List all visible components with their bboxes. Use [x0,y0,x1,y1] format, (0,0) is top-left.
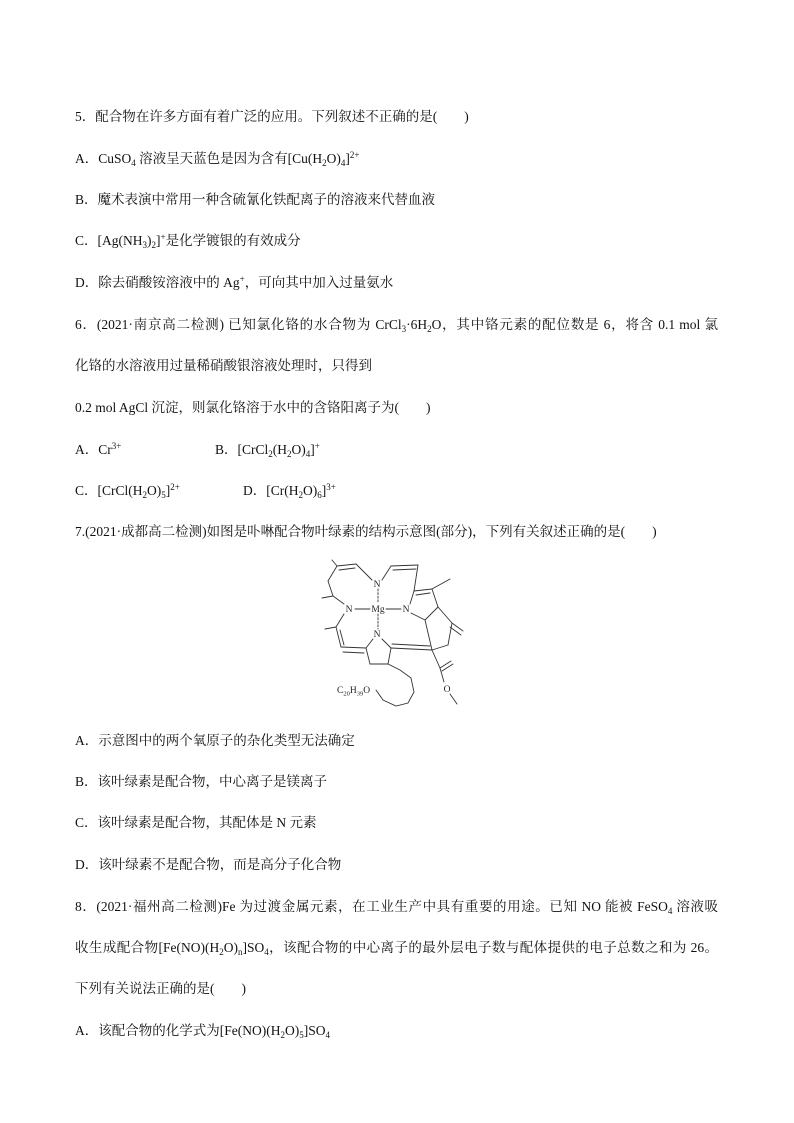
subscript: 2 [322,158,327,168]
text-run: A．示意图中的两个氧原子的杂化类型无法确定 [75,733,355,748]
bond [376,664,414,706]
nitrogen-label-bottom: N [373,630,381,640]
bond [432,579,450,589]
subscript: 4 [325,1030,330,1040]
bond [382,566,391,580]
q8-stem-line-2 [75,939,718,957]
subscript: 4 [667,906,673,916]
text-run: 5．配合物在许多方面有着广泛的应用。下列叙述不正确的是( ) [75,109,469,124]
subscript: 5 [161,490,166,500]
nitrogen-label-right: N [402,605,410,615]
text-run: ) [147,233,152,248]
bond [388,648,391,664]
text-run: O) [223,940,238,955]
text-run: O) [147,483,162,498]
subscript: 2 [268,449,273,459]
text-run: O) [326,151,341,166]
subscript: n [238,947,243,957]
bond [341,647,366,648]
text-run: B．该叶绿素是配合物，中心离子是镁离子 [75,774,328,789]
subscript: 2 [427,324,432,334]
bond [411,613,425,620]
text-run: 化铬的水溶液用过量稀硝酸银溶液处理时，只得到 [75,358,372,373]
bond [425,607,438,620]
q6-stem-line-2 [75,357,372,375]
text-run: D．除去硝酸铵溶液中的 Ag [75,275,240,290]
subscript: 4 [264,947,269,957]
bond [391,648,432,650]
bond [448,623,452,645]
subscript: 6 [317,490,322,500]
text-run: C．[Ag(NH [75,233,143,248]
text-run: 8．(2021·福州高二检测)Fe 为过渡金属元素，在工业生产中具有重要的用途。已知 NO 能被 FeSO [75,899,668,914]
text-run: ] [156,233,161,248]
text-run: ] [310,442,315,457]
magnesium-label: Mg [371,605,385,615]
phytyl-label-part: C [337,686,344,696]
q8-option-a [75,1022,330,1040]
bond [328,566,337,581]
bond [393,569,416,570]
q5-option-a [75,150,359,168]
subscript: 2 [142,490,147,500]
phytyl-label-subscript: 20 [343,690,350,698]
subscript: 2 [287,449,292,459]
text-run: D．[Cr(H [243,483,299,498]
q6-stem-line-3 [75,399,431,417]
bond [337,564,356,566]
nitrogen-label-left: N [345,605,353,615]
text-run: O) [291,442,306,457]
q8-stem-line-3 [75,980,246,998]
bond [432,589,438,607]
q6-option-b [215,441,320,459]
q5-option-b [75,191,435,209]
bond [410,591,414,604]
text-run: ] [345,151,350,166]
text-run: D．该叶绿素不是配合物，而是高分子化合物 [75,857,342,872]
bond [450,694,457,704]
text-run: 收生成配合物[Fe(NO)(H [75,940,220,955]
phytyl-label-part: O [363,686,371,696]
q6-option-c [75,482,180,500]
bond [366,639,373,648]
text-run: C．[CrCl(H [75,483,143,498]
text-run: B．[CrCl [215,442,269,457]
bond-lines [322,560,463,706]
text-run: O) [303,483,318,498]
q5-option-c [75,232,301,250]
bond [322,596,333,598]
q6-option-a [75,441,121,459]
bond [414,589,432,591]
bond [325,627,336,629]
q6-option-d [243,482,336,500]
phytyl-label-subscript: 39 [356,690,364,698]
q5-option-d [75,274,393,292]
bond [432,645,448,650]
q7-option-a [75,732,355,750]
phytyl-label-part: H [349,686,357,696]
text-run: O，其中铬元素的配位数是 6，将含 0.1 mol 氯 [431,317,718,332]
bond [343,652,364,653]
text-run: A．CuSO [75,151,132,166]
bond [336,614,344,627]
subscript: 2 [298,490,303,500]
subscript: 5 [299,1030,304,1040]
text-run: A．该配合物的化学式为[Fe(NO)(H [75,1023,281,1038]
text-run: O) [284,1023,300,1038]
text-run: ，该配合物的中心离子的最外层电子数与配体提供的电子总数之和为 26。 [268,940,718,955]
subscript: 4 [305,449,311,459]
superscript: 3+ [326,482,336,492]
text-run: 下列有关说法正确的是( ) [75,981,246,996]
bond [356,564,372,580]
bond [332,560,337,566]
superscript: 2+ [349,150,360,160]
text-run: ]SO [242,940,265,955]
bond [392,644,430,646]
q7-option-d [75,856,341,874]
text-run: 0.2 mol AgCl 沉淀，则氯化铬溶于水中的含铬阳离子为( ) [75,400,431,415]
text-run: ·6H [406,317,428,332]
bond [416,593,430,595]
bond [382,639,391,648]
bond [366,648,370,664]
text-run: A．Cr [75,442,112,457]
bond [438,607,452,623]
bond [333,596,344,604]
superscript: + [314,441,320,451]
phytyl-group-label [337,686,370,698]
subscript: 2 [151,240,156,250]
bond [340,630,344,645]
ester-oxygen-label: O [443,685,451,695]
bond [328,581,333,596]
text-run: ] [165,483,171,498]
bond [391,565,418,566]
bond [442,664,453,671]
q5-stem [75,108,469,126]
bond [440,661,451,668]
q7-stem [75,523,657,541]
subscript: 4 [340,158,346,168]
subscript: 3 [401,324,407,334]
text-run: B．魔术表演中常用一种含硫氰化铁配离子的溶液来代替血液 [75,192,436,207]
text-run: C．该叶绿素是配合物，其配体是 N 元素 [75,815,317,830]
subscript: 2 [219,947,224,957]
subscript: 3 [142,240,147,250]
text-run: 溶液呈天蓝色是因为含有[Cu(H [135,151,323,166]
subscript: 2 [280,1030,285,1040]
text-run: 6．(2021·南京高二检测) 已知氯化铬的水合物为 CrCl [75,317,402,332]
bond [432,650,440,668]
text-run: ，可向其中加入过量氨水 [244,275,394,290]
q8-stem-line-1 [75,898,718,916]
text-run: 7.(2021·成都高二检测)如图是卟啉配合物叶绿素的结构示意图(部分)，下列有关叙述正确的是( ) [75,524,657,539]
superscript: + [239,274,245,284]
text-run: 溶液吸 [672,899,718,914]
q7-option-c [75,814,317,832]
nitrogen-label-top: N [373,580,381,590]
text-run: 是化学镀银的有效成分 [165,233,301,248]
text-run: ] [321,483,327,498]
q7-option-b [75,773,327,791]
superscript: 2+ [170,482,180,492]
subscript: 4 [131,158,136,168]
q6-stem-line-1 [75,316,718,334]
superscript: 3+ [111,441,122,451]
text-run: (H [272,442,288,457]
superscript: + [160,232,166,242]
bond [339,568,355,570]
chlorophyll-structure-figure [310,552,485,714]
text-run: ]SO [303,1023,326,1038]
